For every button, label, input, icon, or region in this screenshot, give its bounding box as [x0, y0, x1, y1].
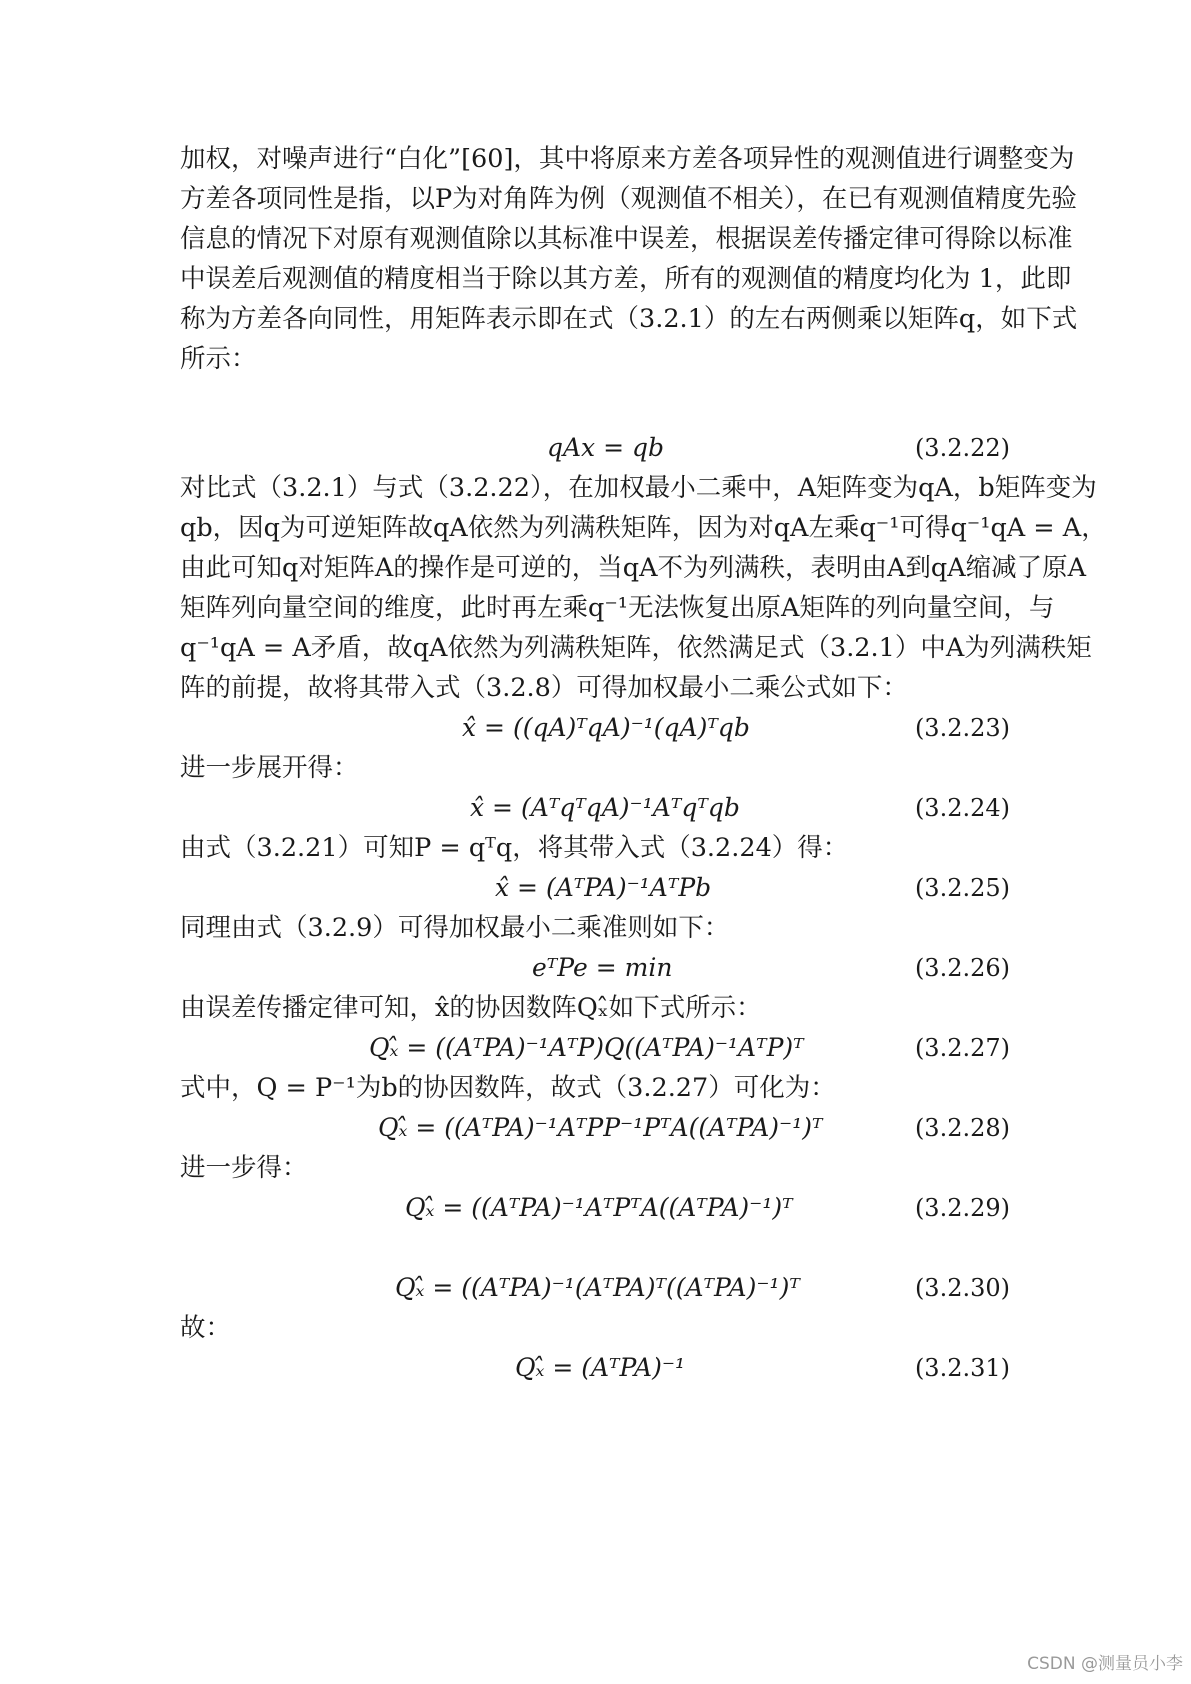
- equation-formula: Qₓ̂ = ((AᵀPA)⁻¹AᵀPP⁻¹PᵀA((AᵀPA)⁻¹)ᵀ: [378, 1113, 823, 1142]
- equation-formula: x̂ = (AᵀPA)⁻¹AᵀPb: [495, 873, 712, 902]
- text-line: qb，因q为可逆矩阵故qA依然为列满秩矩阵，因为对qA左乘q⁻¹可得q⁻¹qA = A，: [180, 513, 1107, 543]
- equation-3-2-30: [180, 1268, 1010, 1308]
- text-line: 由此可知q对矩阵A的操作是可逆的，当qA不为列满秩，表明由A到qA缩减了原A: [180, 553, 1087, 583]
- paragraph-comparison: [180, 468, 1107, 708]
- equation-number: (3.2.27): [914, 1034, 1010, 1062]
- equation-number: (3.2.28): [914, 1114, 1010, 1142]
- text-line: 由误差传播定律可知，x̂的协因数阵Qₓ̂如下式所示：: [180, 993, 762, 1023]
- equation-3-2-29: [180, 1188, 1010, 1228]
- equation-3-2-24: [180, 788, 1010, 828]
- equation-formula: qAx = qb: [547, 433, 665, 462]
- equation-3-2-25: [180, 868, 1010, 908]
- text-line: q⁻¹qA = A矛盾，故qA依然为列满秩矩阵，依然满足式（3.2.1）中A为列满秩矩: [180, 633, 1092, 663]
- text-line: 称为方差各向同性，用矩阵表示即在式（3.2.1）的左右两侧乘以矩阵q，如下式: [180, 304, 1078, 334]
- text-line: 同理由式（3.2.9）可得加权最小二乘准则如下：: [180, 913, 730, 943]
- text-line: 由式（3.2.21）可知P = qᵀq，将其带入式（3.2.24）得：: [180, 833, 849, 863]
- equation-number: (3.2.31): [914, 1354, 1010, 1382]
- text-line: 阵的前提，故将其带入式（3.2.8）可得加权最小二乘公式如下：: [180, 673, 908, 703]
- text-line: 式中，Q = P⁻¹为b的协因数阵，故式（3.2.27）可化为：: [180, 1073, 836, 1103]
- text-line: 进一步展开得：: [180, 753, 359, 783]
- equation-formula: Qₓ̂ = (AᵀPA)⁻¹: [515, 1353, 686, 1382]
- equation-number: (3.2.24): [914, 794, 1010, 822]
- equation-3-2-23: [180, 708, 1010, 748]
- text-line: 加权，对噪声进行“白化”[60]，其中将原来方差各项异性的观测值进行调整变为: [180, 144, 1075, 174]
- equation-number: (3.2.30): [914, 1274, 1010, 1302]
- equation-3-2-26: [180, 948, 1010, 988]
- equation-formula: x̂ = ((qA)ᵀqA)⁻¹(qA)ᵀqb: [462, 713, 750, 742]
- equation-number: (3.2.22): [914, 434, 1010, 462]
- paragraph-intro: [180, 139, 1078, 379]
- text-line: 矩阵列向量空间的维度，此时再左乘q⁻¹无法恢复出原A矩阵的列向量空间，与: [180, 593, 1055, 623]
- equation-formula: x̂ = (AᵀqᵀqA)⁻¹Aᵀqᵀqb: [470, 793, 740, 822]
- equation-3-2-31: [180, 1348, 1010, 1388]
- equation-formula: Qₓ̂ = ((AᵀPA)⁻¹AᵀP)Q((AᵀPA)⁻¹AᵀP)ᵀ: [369, 1033, 804, 1062]
- equation-number: (3.2.26): [914, 954, 1010, 982]
- watermark: CSDN @测量员小李: [1027, 1654, 1183, 1674]
- equation-number: (3.2.29): [914, 1194, 1010, 1222]
- equation-3-2-28: [180, 1108, 1010, 1148]
- text-line: 信息的情况下对原有观测值除以其标准中误差，根据误差传播定律可得除以标准: [180, 224, 1073, 254]
- text-line: 中误差后观测值的精度相当于除以其方差，所有的观测值的精度均化为 1，此即: [180, 264, 1072, 294]
- equation-formula: Qₓ̂ = ((AᵀPA)⁻¹(AᵀPA)ᵀ((AᵀPA)⁻¹)ᵀ: [395, 1273, 800, 1302]
- equation-number: (3.2.23): [914, 714, 1010, 742]
- equation-3-2-27: [180, 1028, 1010, 1068]
- text-line: 对比式（3.2.1）与式（3.2.22），在加权最小二乘中，A矩阵变为qA，b矩阵变为: [180, 473, 1097, 503]
- text-line: 进一步得：: [180, 1153, 308, 1183]
- equation-formula: eᵀPe = min: [532, 953, 673, 982]
- text-line: 方差各项同性是指，以P为对角阵为例（观测值不相关），在已有观测值精度先验: [180, 184, 1077, 214]
- equation-formula: Qₓ̂ = ((AᵀPA)⁻¹AᵀPᵀA((AᵀPA)⁻¹)ᵀ: [405, 1193, 793, 1222]
- text-line: 所示：: [180, 344, 257, 374]
- text-line: 故：: [180, 1313, 232, 1343]
- equation-3-2-22: [180, 428, 1010, 468]
- equation-number: (3.2.25): [914, 874, 1010, 902]
